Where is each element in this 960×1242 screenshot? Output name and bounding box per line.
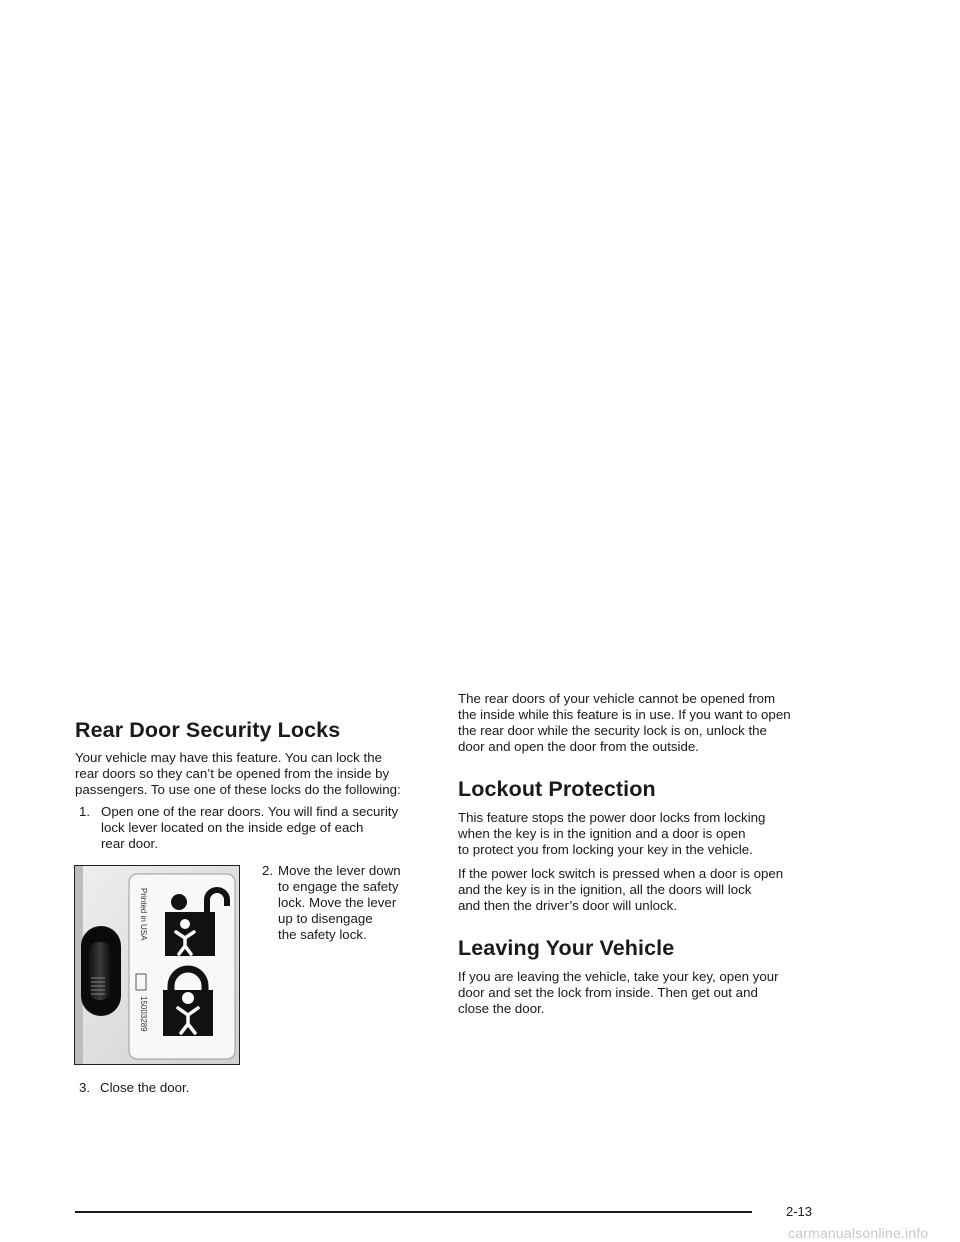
step-2 — [262, 863, 432, 943]
section-heading-leaving-your-vehicle: Leaving Your Vehicle — [458, 936, 675, 960]
step-1 — [79, 804, 435, 852]
right-column — [458, 691, 828, 1017]
intro-paragraph: Your vehicle may have this feature. You can lock the rear doors so they can’t be opened from the inside by passengers. To use one of these locks do the following: — [75, 750, 401, 797]
security-lock-lever-photo — [74, 865, 240, 1065]
step-number: 2. — [262, 863, 274, 878]
page-number: 2-13 — [786, 1204, 813, 1219]
step-text: Open one of the rear doors. You will find a security lock lever located on the inside edge of each rear door. — [101, 804, 399, 851]
lockout-paragraph-1: This feature stops the power door locks from locking when the key is in the ignition and a door is open to protect you from locking your key in the vehicle. — [458, 810, 766, 857]
lock-lever-illustration — [75, 866, 239, 1064]
step-text: Move the lever down to engage the safety lock. Move the lever up to disengage the safety lock. — [278, 863, 401, 942]
security-lock-paragraph: The rear doors of your vehicle cannot be opened from the inside while this feature is in use. If you want to open the rear door while the security lock is on, unlock the door and open the door from the outside. — [458, 691, 791, 754]
label-part-number: 15003289 — [139, 996, 148, 1032]
leaving-paragraph: If you are leaving the vehicle, take your key, open your door and set the lock from inside. Then get out and close the door. — [458, 969, 779, 1016]
step-number: 3. — [79, 1080, 91, 1095]
section-heading-rear-door-security-locks: Rear Door Security Locks — [75, 718, 341, 742]
watermark: carmanualsonline.info — [788, 1225, 929, 1241]
section-heading-lockout-protection: Lockout Protection — [458, 777, 656, 801]
lockout-paragraph-2: If the power lock switch is pressed when a door is open and the key is in the ignition, all the doors will lock and then the driver’s door will unlock. — [458, 866, 784, 913]
label-printed-in-usa: Printed in USA — [139, 888, 148, 941]
step-3 — [79, 1080, 189, 1096]
step-number: 1. — [79, 804, 91, 819]
step-text: Close the door. — [100, 1080, 190, 1095]
lever-slot — [89, 942, 111, 1000]
left-column — [75, 718, 435, 852]
footer-rule — [75, 1211, 752, 1213]
